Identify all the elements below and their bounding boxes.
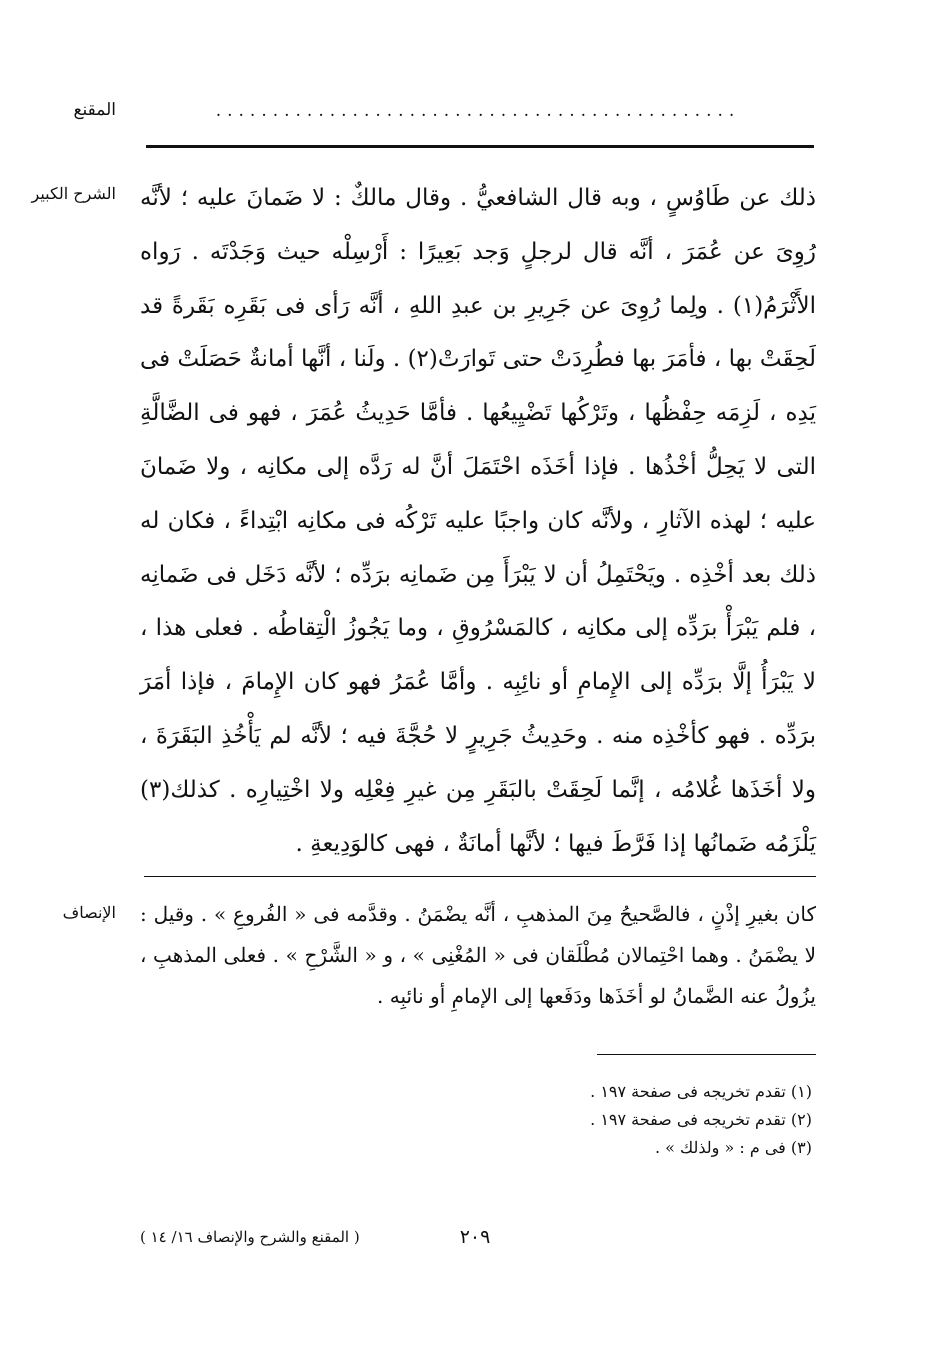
footnote-3: (٣) فى م : « ولذلك » . bbox=[655, 1138, 812, 1157]
footnote-2: (٢) تقدم تخريجه فى صفحة ١٩٧ . bbox=[590, 1110, 812, 1129]
footnote-1: (١) تقدم تخريجه فى صفحة ١٩٧ . bbox=[590, 1082, 812, 1101]
main-commentary-text: ذلك عن طَاوُسٍ ، وبه قال الشافعيُّ . وقال مالكٌ : لا ضَمانَ عليه ؛ لأنَّه رُوِىَ عن عُمَرَ ، أنَّه قال لرجلٍ وَجد بَعِيرًا : أَرْسِلْه حيث وَجَدْتَه . رَواه الأَثْرَمُ(١) . ولِما رُوِىَ عن جَرِيرِ بن عبدِ اللهِ ، أنَّه رَأى فى بَقَرِه بَقَرةً قد لَحِقَتْ بها ، فأمَرَ بها فطُرِدَتْ حتى تَوارَتْ(٢) . ولَنا ، أنَّها أمانةٌ حَصَلَتْ فى يَدِه ، لَزِمَه حِفْظُها ، وتَرْكُها تَضْيِيعُها . فأمَّا حَدِيثُ عُمَرَ ، فهو فى الضَّالَّةِ التى لا يَحِلُّ أخْذُها . فإذا أخَذَه احْتَمَلَ أنَّ له رَدَّه إلى مكانِه ، ولا ضَمانَ عليه ؛ لهذه الآثارِ ، ولأنَّه كان واجبًا عليه تَرْكُه فى مكانِه ابْتِداءً ، فكان له ذلك بعد أخْذِه . ويَحْتَمِلُ أن لا يَبْرَأَ مِن ضَمانِه برَدِّه ؛ لأنَّه دَخَل فى ضَمانِه ، فلم يَبْرَأْ برَدِّه إلى مكانِه ، كالمَسْرُوقِ ، وما يَجُوزُ الْتِقاطُه . فعلى هذا ، لا يَبْرَأُ إلَّا برَدِّه إلى الإِمامِ أو نائِبِه . وأمَّا عُمَرُ فهو كان الإِمامَ ، فإذا أمَرَ برَدِّه . فهو كأخْذِه منه . وحَدِيثُ جَرِيرٍ لا حُجَّةَ فيه ؛ لأنَّه لم يَأْخُذِ البَقَرَةَ ، ولا أخَذَها غُلامُه ، إنَّما لَحِقَتْ بالبَقَرِ مِن غيرِ فِعْلِه ولا اخْتِيارِه . كذلك(٣) يَلْزَمُه ضَمانُها إذا فَرَّطَ فيها ؛ لأنَّها أمانَةٌ ، فهى كالوَدِيعةِ . bbox=[140, 185, 817, 857]
running-title: المقنع bbox=[73, 100, 116, 120]
volume-reference: ( المقنع والشرح والإنصاف ١٦/ ١٤ ) bbox=[140, 1228, 360, 1246]
header-rule bbox=[146, 145, 814, 148]
side-label-insaf: الإنصاف bbox=[62, 903, 116, 922]
header-dotted-leader: .............................................. bbox=[215, 101, 741, 121]
insaf-text: كان بغيرِ إذْنٍ ، فالصَّحيحُ مِنَ المذهبِ ، أنَّه يضْمَنُ . وقدَّمه فى « الفُروعِ » . وقيل : لا يضْمَنُ . وهما احْتِمالان مُطْلَقان فى « المُغْنِى » ، و « الشَّرْحِ » . فعلى المذهبِ ، يزُولُ عنه الضَّمانُ لو أخَذَها ودَفَعها إلى الإمامِ أو نائبِه . bbox=[140, 902, 816, 1008]
footnotes bbox=[212, 1078, 812, 1162]
footnote-rule bbox=[597, 1054, 816, 1055]
side-label-sharh: الشرح الكبير bbox=[31, 184, 116, 203]
section-divider bbox=[144, 876, 816, 877]
page-number: ٢٠٩ bbox=[459, 1226, 491, 1248]
